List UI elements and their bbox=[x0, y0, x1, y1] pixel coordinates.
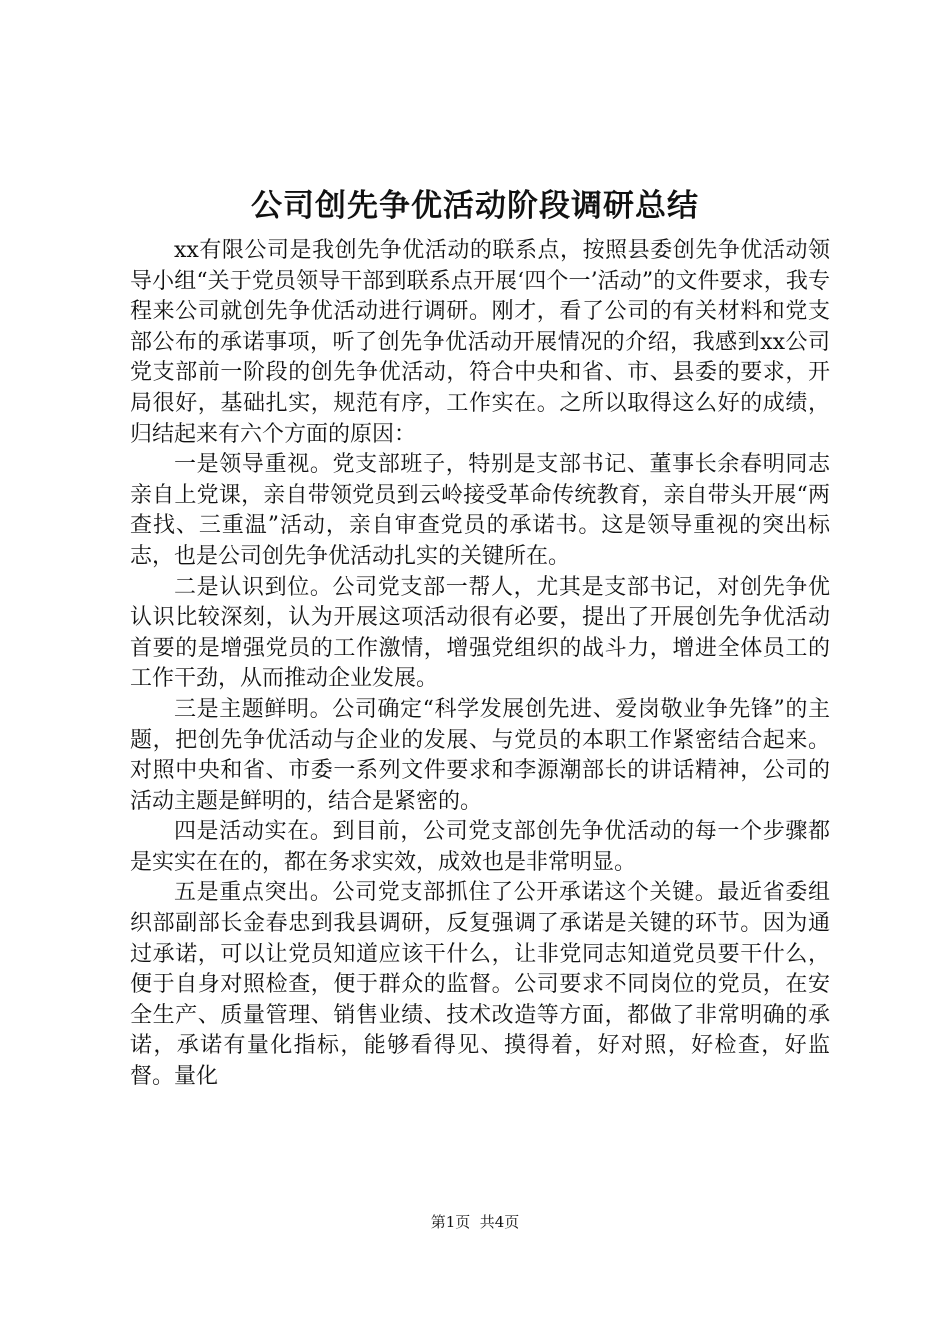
document-body bbox=[130, 236, 830, 1093]
paragraph-point-4: 四是活动实在。到目前，公司党支部创先争优活动的每一个步骤都是实实在在的，都在务求实效，成效也是非常明显。 bbox=[130, 819, 830, 875]
paragraph-point-2: 二是认识到位。公司党支部一帮人，尤其是支部书记，对创先争优认识比较深刻，认为开展这项活动很有必要，提出了开展创先争优活动首要的是增强党员的工作激情，增强党组织的战斗力，增进全体员工的工作干劲，从而推动企业发展。 bbox=[130, 574, 830, 692]
paragraph-point-3: 三是主题鲜明。公司确定“科学发展创先进、爱岗敬业争先锋”的主题，把创先争优活动与企业的发展、与党员的本职工作紧密结合起来。对照中央和省、市委一系列文件要求和李源潮部长的讲话精神，公司的活动主题是鲜明的，结合是紧密的。 bbox=[130, 696, 830, 814]
page-number-footer: 第1页 共4页 bbox=[430, 1213, 520, 1231]
paragraph-point-5: 五是重点突出。公司党支部抓住了公开承诺这个关键。最近省委组织部副部长金春忠到我县调研，反复强调了承诺是关键的环节。因为通过承诺，可以让党员知道应该干什么，让非党同志知道党员要干什么，便于自身对照检查，便于群众的监督。公司要求不同岗位的党员，在安全生产、质量管理、销售业绩、技术改造等方面，都做了非常明确的承诺，承诺有量化指标，能够看得见、摸得着，好对照，好检查，好监督。量化 bbox=[130, 880, 830, 1090]
document-title: 公司创先争优活动阶段调研总结 bbox=[251, 188, 699, 224]
paragraph-intro: xx有限公司是我创先争优活动的联系点，按照县委创先争优活动领导小组“关于党员领导干部到联系点开展‘四个一’活动”的文件要求，我专程来公司就创先争优活动进行调研。刚才，看了公司的有关材料和党支部公布的承诺事项，听了创先争优活动开展情况的介绍，我感到xx公司党支部前一阶段的创先争优活动，符合中央和省、市、县委的要求，开局很好，基础扎实，规范有序，工作实在。之所以取得这么好的成绩，归结起来有六个方面的原因： bbox=[130, 238, 830, 447]
paragraph-point-1: 一是领导重视。党支部班子，特别是支部书记、董事长余春明同志亲自上党课，亲自带领党员到云岭接受革命传统教育，亲自带头开展“两查找、三重温”活动，亲自审查党员的承诺书。这是领导重视的突出标志，也是公司创先争优活动扎实的关键所在。 bbox=[130, 452, 830, 569]
